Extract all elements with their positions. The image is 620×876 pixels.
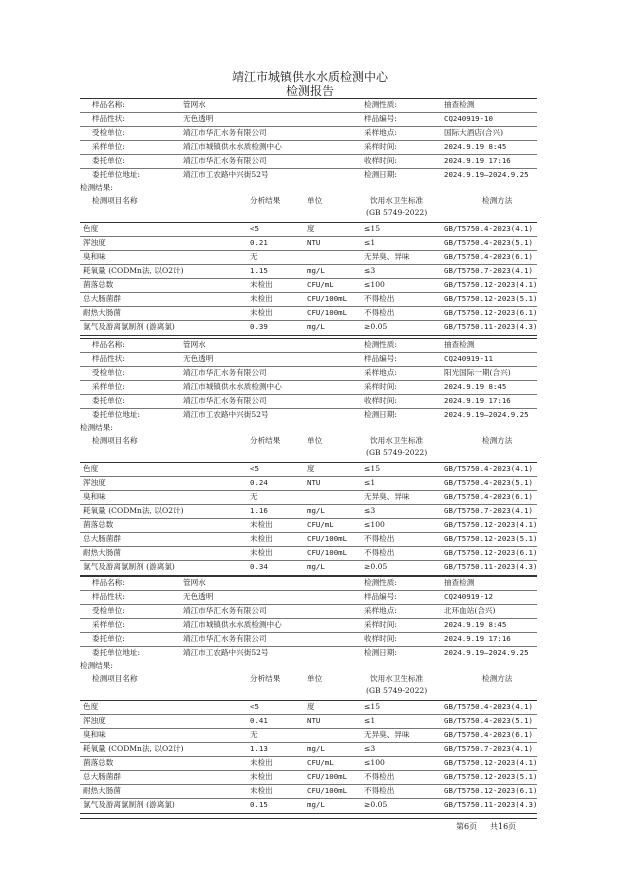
result-standard: 无异臭、异味 [364,730,410,740]
result-standard: ≤3 [364,744,376,754]
result-value: 1.13 [250,744,268,754]
result-value: 0.41 [250,716,268,726]
result-value: 未检出 [250,772,273,782]
info-label-client-unit: 受检单位: [92,368,125,378]
result-item-name: 耗氧量 (CODMn法, 以O2计) [83,744,184,754]
result-item-name: 耐热大肠菌 [83,786,121,796]
info-row-rule [80,154,537,155]
report-subtitle: 检测报告 [285,84,334,98]
result-value: 0.34 [250,562,268,572]
result-method: GB/T5750.4-2023(6.1) [444,492,533,502]
block-top-rule [80,98,537,99]
result-standard: ≤3 [364,506,376,516]
result-value: <5 [250,702,259,711]
info-value-entrust-unit: 靖江市华汇水务有限公司 [183,156,267,166]
info-value-client-unit: 靖江市华汇水务有限公司 [183,606,267,616]
info-value-entrust-addr: 靖江市工农路中兴街52号 [183,648,269,658]
info-label-test-date: 检测日期: [364,648,397,658]
info-row-rule [80,366,537,367]
result-standard: 不得检出 [364,294,395,304]
column-header-standard: 饮用水卫生标准 [370,674,424,683]
result-standard: ≥0.05 [364,322,388,332]
result-unit: mg/L [307,800,325,810]
info-label-receive-time: 收样时间: [364,634,397,644]
info-value-sample-traits: 无色透明 [183,592,214,602]
result-value: 无 [250,252,258,262]
result-item-name: 耗氧量 (CODMn法, 以O2计) [83,266,184,276]
results-label: 检测结果: [80,183,113,192]
result-value: 1.15 [250,266,268,276]
result-unit: CFU/mL [307,758,334,768]
result-item-name: 耐热大肠菌 [83,308,121,318]
result-value: 未检出 [250,280,273,290]
footer-rule [80,818,537,819]
column-header-standard: 饮用水卫生标准 [370,436,424,445]
info-row-rule [80,408,537,409]
results-label: 检测结果: [80,423,113,432]
result-row-rule [80,518,537,519]
result-item-name: 浑浊度 [83,716,106,726]
result-method: GB/T5750.12-2023(5.1) [444,534,538,544]
table-header-rule [80,700,537,701]
result-method: GB/T5750.4-2023(5.1) [444,238,533,248]
result-unit: mg/L [307,322,325,332]
info-label-entrust-addr: 委托单位地址: [92,410,141,420]
info-row-rule [80,590,537,591]
result-method: GB/T5750.4-2023(4.1) [444,464,533,473]
result-standard: ≤15 [364,702,381,711]
info-row-rule [80,140,537,141]
column-header-method: 检测方法 [482,436,513,445]
column-header-standard: 饮用水卫生标准 [370,196,424,205]
info-value-sample-no: CQ240919-10 [444,114,493,124]
result-item-name: 总大肠菌群 [83,772,121,782]
info-value-entrust-addr: 靖江市工农路中兴街52号 [183,170,269,180]
info-label-sample-name: 样品名称: [92,340,125,349]
info-label-entrust-addr: 委托单位地址: [92,648,141,658]
info-row-rule [80,604,537,605]
info-value-sample-name: 管网水 [183,100,206,109]
result-value: 未检出 [250,786,273,796]
info-value-entrust-unit: 靖江市华汇水务有限公司 [183,396,267,406]
info-value-test-type: 抽查检测 [444,100,475,109]
result-unit: CFU/100mL [307,772,348,782]
column-header-standard-ref: (GB 5749-2022) [366,686,428,695]
result-value: 0.24 [250,478,268,488]
result-item-name: 臭和味 [83,730,106,740]
info-label-sampling-place: 采样地点: [364,606,397,616]
info-value-entrust-unit: 靖江市华汇水务有限公司 [183,634,267,644]
result-method: GB/T5750.4-2023(5.1) [444,478,533,488]
info-row-rule [80,618,537,619]
result-item-name: 菌落总数 [83,280,114,290]
info-label-test-type: 检测性质: [364,340,397,349]
result-item-name: 浑浊度 [83,238,106,248]
info-value-sample-name: 管网水 [183,578,206,587]
result-method: GB/T5750.7-2023(4.1) [444,506,533,516]
result-unit: CFU/100mL [307,308,348,318]
info-row-rule [80,168,537,169]
result-value: 无 [250,492,258,502]
info-value-test-date: 2024.9.19—2024.9.25 [444,410,529,420]
result-row-rule [80,250,537,251]
result-method: GB/T5750.12-2023(5.1) [444,772,538,782]
result-standard: ≤15 [364,464,381,473]
result-method: GB/T5750.11-2023(4.3) [444,562,538,572]
result-standard: ≤100 [364,520,385,530]
result-standard: ≥0.05 [364,562,388,572]
result-standard: ≤3 [364,266,376,276]
result-method: GB/T5750.7-2023(4.1) [444,744,533,754]
info-label-sampling-unit: 采样单位: [92,382,125,392]
info-label-receive-time: 收样时间: [364,156,397,166]
result-item-name: 浑浊度 [83,478,106,488]
info-value-test-date: 2024.9.19—2024.9.25 [444,170,529,180]
info-value-sampling-time: 2024.9.19 8:45 [444,142,507,152]
result-row-rule [80,504,537,505]
info-label-sampling-time: 采样时间: [364,382,397,392]
info-label-entrust-unit: 委托单位: [92,156,125,166]
result-item-name: 氯气及游离氯制剂 (游离氯) [83,322,175,332]
info-label-sample-name: 样品名称: [92,578,125,587]
info-value-sample-no: CQ240919-11 [444,354,493,364]
result-value: <5 [250,224,259,233]
result-standard: ≤100 [364,280,385,290]
info-label-sample-traits: 样品性状: [92,114,125,124]
result-unit: 度 [307,224,315,233]
result-method: GB/T5750.12-2023(4.1) [444,280,538,290]
result-unit: 度 [307,464,315,473]
result-standard: ≥0.05 [364,800,388,810]
info-label-sample-no: 样品编号: [364,114,397,124]
result-row-rule [80,756,537,757]
info-value-test-date: 2024.9.19—2024.9.25 [444,648,529,658]
info-row-rule [80,394,537,395]
result-standard: 不得检出 [364,786,395,796]
info-label-entrust-unit: 委托单位: [92,634,125,644]
info-value-sampling-place: 阳光国际一期(合兴) [444,368,511,378]
result-method: GB/T5750.12-2023(4.1) [444,758,538,768]
result-item-name: 总大肠菌群 [83,534,121,544]
result-value: 0.21 [250,238,268,248]
result-unit: mg/L [307,266,325,276]
result-value: 未检出 [250,548,273,558]
info-label-sampling-place: 采样地点: [364,128,397,138]
result-unit: NTU [307,716,321,726]
info-value-sampling-place: 国际大酒店(合兴) [444,128,504,138]
info-value-receive-time: 2024.9.19 17:16 [444,156,511,166]
result-unit: CFU/100mL [307,786,348,796]
info-value-sampling-unit: 靖江市城镇供水水质检测中心 [183,142,282,152]
table-header-rule [80,462,537,463]
info-label-sample-no: 样品编号: [364,354,397,364]
column-header-unit: 单位 [307,196,323,205]
info-row-rule [80,126,537,127]
info-label-sample-traits: 样品性状: [92,354,125,364]
results-label: 检测结果: [80,661,113,670]
result-unit: mg/L [307,744,325,754]
info-value-sample-traits: 无色透明 [183,354,214,364]
info-label-receive-time: 收样时间: [364,396,397,406]
result-method: GB/T5750.4-2023(4.1) [444,224,533,233]
result-standard: 不得检出 [364,772,395,782]
result-item-name: 总大肠菌群 [83,294,121,304]
page-total: 共16页 [490,822,517,831]
info-row-rule [80,646,537,647]
column-header-unit: 单位 [307,674,323,683]
info-value-test-type: 抽查检测 [444,578,475,587]
result-row-rule [80,784,537,785]
result-value: 0.39 [250,322,268,332]
column-header-item: 检测项目名称 [92,436,138,445]
result-unit: CFU/mL [307,280,334,290]
info-label-client-unit: 受检单位: [92,606,125,616]
result-row-rule [80,546,537,547]
result-method: GB/T5750.4-2023(6.1) [444,730,533,740]
block-top-rule [80,338,537,339]
result-standard: 不得检出 [364,308,395,318]
result-standard: ≤1 [364,478,376,488]
info-value-sampling-time: 2024.9.19 8:45 [444,620,507,630]
result-standard: 不得检出 [364,548,395,558]
result-method: GB/T5750.12-2023(6.1) [444,308,538,318]
info-label-sampling-time: 采样时间: [364,142,397,152]
info-label-test-date: 检测日期: [364,410,397,420]
info-value-client-unit: 靖江市华汇水务有限公司 [183,128,267,138]
info-row-rule [80,380,537,381]
result-item-name: 氯气及游离氯制剂 (游离氯) [83,562,175,572]
result-item-name: 菌落总数 [83,520,114,530]
column-header-standard-ref: (GB 5749-2022) [366,448,428,457]
result-method: GB/T5750.11-2023(4.3) [444,800,538,810]
column-header-item: 检测项目名称 [92,196,138,205]
info-value-client-unit: 靖江市华汇水务有限公司 [183,368,267,378]
column-header-result: 分析结果 [250,196,281,205]
page-number: 第6页 [456,822,478,831]
result-value: 无 [250,730,258,740]
result-standard: 不得检出 [364,534,395,544]
info-label-sample-no: 样品编号: [364,592,397,602]
info-row-rule [80,352,537,353]
result-row-rule [80,532,537,533]
result-row-rule [80,264,537,265]
result-value: 未检出 [250,534,273,544]
result-method: GB/T5750.12-2023(4.1) [444,520,538,530]
column-header-method: 检测方法 [482,196,513,205]
column-header-standard-ref: (GB 5749-2022) [366,208,428,217]
result-value: 未检出 [250,294,273,304]
result-value: <5 [250,464,259,473]
result-value: 未检出 [250,308,273,318]
result-method: GB/T5750.4-2023(5.1) [444,716,533,726]
result-standard: 无异臭、异味 [364,492,410,502]
result-value: 0.15 [250,800,268,810]
result-row-rule [80,320,537,321]
table-header-rule [80,222,537,223]
info-label-sampling-place: 采样地点: [364,368,397,378]
info-row-rule [80,632,537,633]
block-top-rule [80,576,537,577]
result-unit: CFU/100mL [307,548,348,558]
result-value: 1.16 [250,506,268,516]
result-unit: CFU/mL [307,520,334,530]
result-standard: ≤1 [364,716,376,726]
result-row-rule [80,306,537,307]
info-row-rule [80,112,537,113]
info-value-receive-time: 2024.9.19 17:16 [444,396,511,406]
result-item-name: 耐热大肠菌 [83,548,121,558]
result-method: GB/T5750.12-2023(5.1) [444,294,538,304]
result-row-rule [80,798,537,799]
block-bottom-rule [80,813,537,814]
result-value: 未检出 [250,758,273,768]
result-item-name: 色度 [83,464,99,473]
result-standard: 无异臭、异味 [364,252,410,262]
result-unit: 度 [307,702,315,711]
result-row-rule [80,770,537,771]
info-label-test-type: 检测性质: [364,578,397,587]
result-row-rule [80,560,537,561]
result-unit: mg/L [307,506,325,516]
result-row-rule [80,714,537,715]
result-item-name: 色度 [83,702,99,711]
result-method: GB/T5750.12-2023(6.1) [444,548,538,558]
result-method: GB/T5750.11-2023(4.3) [444,322,538,332]
result-row-rule [80,742,537,743]
info-label-sampling-unit: 采样单位: [92,142,125,152]
result-unit: CFU/100mL [307,294,348,304]
result-standard: ≤1 [364,238,376,248]
result-unit: NTU [307,478,321,488]
info-label-sampling-time: 采样时间: [364,620,397,630]
info-value-sample-no: CQ240919-12 [444,592,493,602]
info-value-sample-name: 管网水 [183,340,206,349]
result-item-name: 氯气及游离氯制剂 (游离氯) [83,800,175,810]
info-label-test-type: 检测性质: [364,100,397,109]
result-value: 未检出 [250,520,273,530]
info-label-sampling-unit: 采样单位: [92,620,125,630]
result-standard: ≤15 [364,224,381,233]
info-label-sample-name: 样品名称: [92,100,125,109]
info-value-test-type: 抽查检测 [444,340,475,349]
column-header-item: 检测项目名称 [92,674,138,683]
result-item-name: 菌落总数 [83,758,114,768]
info-value-entrust-addr: 靖江市工农路中兴街52号 [183,410,269,420]
info-value-sampling-unit: 靖江市城镇供水水质检测中心 [183,382,282,392]
block-bottom-rule [80,335,537,336]
column-header-result: 分析结果 [250,674,281,683]
info-value-sample-traits: 无色透明 [183,114,214,124]
info-label-sample-traits: 样品性状: [92,592,125,602]
result-item-name: 色度 [83,224,99,233]
info-value-sampling-place: 北环血站(合兴) [444,606,496,616]
result-method: GB/T5750.4-2023(4.1) [444,702,533,711]
info-value-sampling-time: 2024.9.19 8:45 [444,382,507,392]
result-item-name: 臭和味 [83,252,106,262]
info-label-client-unit: 受检单位: [92,128,125,138]
column-header-unit: 单位 [307,436,323,445]
info-label-entrust-addr: 委托单位地址: [92,170,141,180]
result-row-rule [80,236,537,237]
info-label-entrust-unit: 委托单位: [92,396,125,406]
report-title: 靖江市城镇供水水质检测中心 [231,70,388,84]
result-unit: mg/L [307,562,325,572]
result-unit: CFU/100mL [307,534,348,544]
info-label-test-date: 检测日期: [364,170,397,180]
column-header-method: 检测方法 [482,674,513,683]
result-unit: NTU [307,238,321,248]
result-item-name: 耗氧量 (CODMn法, 以O2计) [83,506,184,516]
result-method: GB/T5750.7-2023(4.1) [444,266,533,276]
result-item-name: 臭和味 [83,492,106,502]
column-header-result: 分析结果 [250,436,281,445]
result-standard: ≤100 [364,758,385,768]
result-row-rule [80,728,537,729]
result-row-rule [80,490,537,491]
info-value-receive-time: 2024.9.19 17:16 [444,634,511,644]
result-row-rule [80,278,537,279]
result-method: GB/T5750.4-2023(6.1) [444,252,533,262]
result-row-rule [80,292,537,293]
info-value-sampling-unit: 靖江市城镇供水水质检测中心 [183,620,282,630]
result-method: GB/T5750.12-2023(6.1) [444,786,538,796]
result-row-rule [80,476,537,477]
